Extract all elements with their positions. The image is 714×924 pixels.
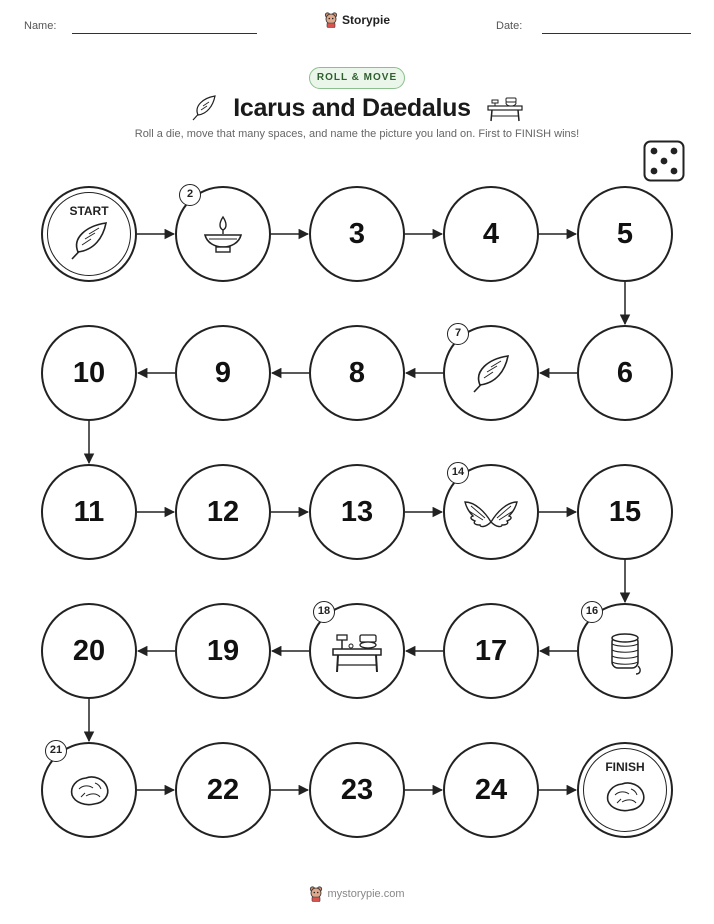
instructions: Roll a die, move that many spaces, and name the picture you land on. First to FINISH wins! [134, 128, 580, 140]
board-space-finish [577, 742, 673, 838]
space-number: 15 [608, 495, 642, 528]
board-space-15 [577, 464, 673, 560]
board-space-23 [309, 742, 405, 838]
space-number-badge: 7 [447, 323, 469, 345]
space-number: 3 [348, 217, 366, 250]
space-number: 11 [73, 495, 105, 528]
board-space-start [41, 186, 137, 282]
page-title: Icarus and Daedalus [233, 93, 471, 122]
space-number-badge: 21 [45, 740, 67, 762]
board-space-12 [175, 464, 271, 560]
board-space-17 [443, 603, 539, 699]
feather-icon [66, 218, 112, 269]
space-number-badge: 2 [179, 184, 201, 206]
board-space-9 [175, 325, 271, 421]
space-number: 10 [72, 356, 106, 389]
board-space-4 [443, 186, 539, 282]
space-number: 13 [340, 495, 374, 528]
space-number: 20 [72, 634, 106, 667]
brand-name: Storypie [341, 13, 390, 27]
space-number-badge: 16 [581, 601, 603, 623]
board-space-18 [309, 603, 405, 699]
feather-icon [468, 351, 514, 402]
finish-label: FINISH [605, 760, 645, 774]
space-number-badge: 14 [447, 462, 469, 484]
board-space-20 [41, 603, 137, 699]
workbench-icon [329, 629, 385, 680]
footer [0, 886, 714, 907]
board-space-14 [443, 464, 539, 560]
board-space-22 [175, 742, 271, 838]
space-number: 22 [206, 773, 240, 806]
date-label: Date: [496, 20, 523, 32]
board-space-21 [41, 742, 137, 838]
board-space-24 [443, 742, 539, 838]
board-space-6 [577, 325, 673, 421]
space-number: 12 [206, 495, 240, 528]
board-space-11 [41, 464, 137, 560]
space-number-badge: 18 [313, 601, 335, 623]
board-space-19 [175, 603, 271, 699]
space-number: 6 [616, 356, 634, 389]
space-number: 9 [214, 356, 232, 389]
oil-lamp-icon [199, 213, 247, 262]
start-label: START [69, 204, 109, 218]
space-number: 5 [616, 217, 634, 250]
board-space-8 [309, 325, 405, 421]
wax-lump-icon [66, 771, 112, 816]
board-space-5 [577, 186, 673, 282]
board-space-13 [309, 464, 405, 560]
rope-coil-icon [606, 628, 644, 681]
storypie-mascot-icon [309, 886, 323, 902]
space-number: 17 [474, 634, 508, 667]
board-space-3 [309, 186, 405, 282]
space-number: 8 [348, 356, 366, 389]
wax-lump-icon [602, 777, 648, 822]
board-space-16 [577, 603, 673, 699]
footer-url: mystorypie.com [327, 888, 405, 900]
space-number: 23 [340, 773, 374, 806]
name-label: Name: [24, 20, 57, 32]
board-space-10 [41, 325, 137, 421]
wings-icon [463, 494, 519, 537]
space-number: 24 [474, 773, 508, 806]
space-number: 4 [482, 217, 500, 250]
board-space-2 [175, 186, 271, 282]
space-number: 19 [206, 634, 240, 667]
activity-tag: ROLL & MOVE [309, 67, 405, 89]
board-space-7 [443, 325, 539, 421]
